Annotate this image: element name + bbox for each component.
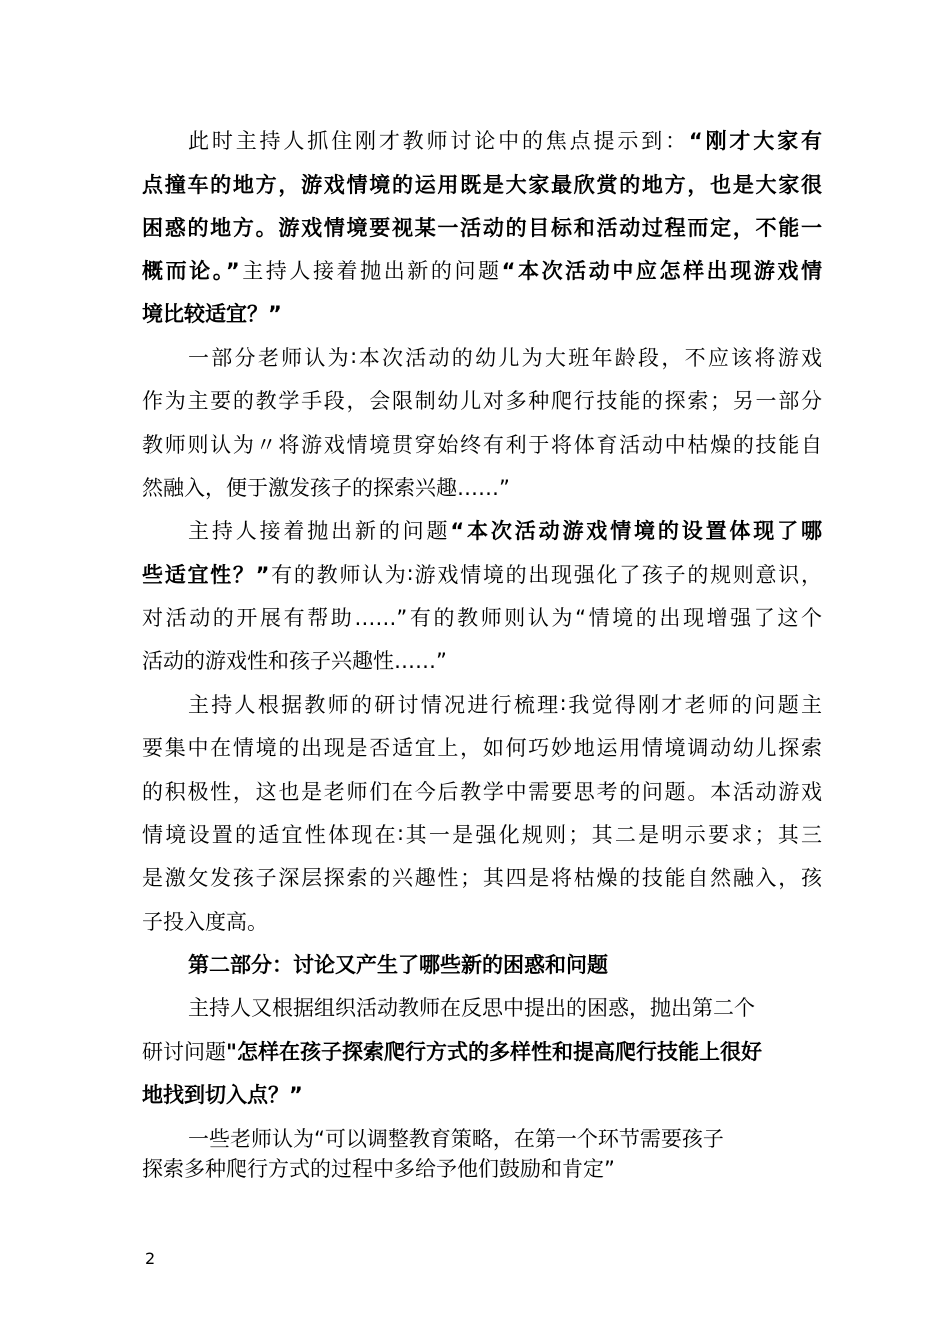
text-line	[142, 1074, 822, 1117]
text-run: 作为主要的教学手段，会限制幼儿对多种爬行技能的探索；另一部分	[142, 389, 822, 413]
text-line	[188, 120, 822, 163]
text-run-bold: 点撞车的地方，游戏情境的运用既是大家最欣赏的地方，也是大家很	[142, 173, 822, 197]
text-line	[142, 1148, 822, 1191]
text-run-bold: 境比较适宜？”	[142, 302, 282, 326]
text-line	[142, 857, 822, 900]
text-line	[188, 337, 822, 380]
text-line	[142, 727, 822, 770]
text-run: 主持人接着抛出新的问题	[239, 259, 502, 283]
text-run: 情境设置的适宜性体现在∶其一是强化规则；其二是明示要求；其三	[142, 823, 822, 847]
text-run-bold: 概而论。”	[142, 259, 240, 283]
text-run: 对活动的开展有帮助……”有的教师则认为“情境的出现增强了这个	[142, 606, 822, 630]
text-run-bold: “本次活动游戏情境的设置体现了哪	[450, 519, 822, 543]
text-line	[142, 380, 822, 423]
text-run: 此时主持人抓住刚才教师讨论中的焦点提示到：	[188, 129, 689, 153]
text-run: 一些老师认为“可以调整教育策略，在第一个环节需要孩子	[188, 1127, 724, 1151]
text-run: 研讨问题	[142, 1040, 226, 1064]
text-line	[142, 1031, 802, 1074]
text-run: 然融入，便于激发孩子的探索兴趣……”	[142, 476, 510, 500]
text-run: 子投入度高。	[142, 910, 268, 934]
text-run: 活动的游戏性和孩子兴趣性……”	[142, 649, 447, 673]
text-run: 一部分老师认为∶本次活动的幼儿为大班年龄段，不应该将游戏	[188, 346, 822, 370]
text-run: 有的教师认为∶游戏情境的出现强化了孩子的规则意识，	[269, 563, 822, 587]
text-line	[142, 597, 822, 640]
text-line	[142, 467, 822, 510]
text-line	[142, 207, 822, 250]
text-line	[188, 684, 822, 727]
text-run: 的积极性，这也是老师们在今后教学中需要思考的问题。本活动游戏	[142, 780, 822, 804]
text-run: 教师则认为〃将游戏情境贯穿始终有利于将体育活动中枯燥的技能自	[142, 433, 822, 457]
text-line	[188, 510, 822, 553]
text-run-bold: "怎样在孩子探索爬行方式的多样性和提高爬行技能上很好	[226, 1040, 762, 1064]
text-run-bold: 困惑的地方。游戏情境要视某一活动的目标和活动过程而定，不能一	[142, 216, 822, 240]
text-line	[142, 554, 822, 597]
text-line	[142, 250, 822, 293]
text-run: 要集中在情境的出现是否适宜上，如何巧妙地运用情境调动幼儿探索	[142, 736, 822, 760]
text-run-bold: “刚才大家有	[688, 129, 822, 153]
section-heading	[188, 944, 822, 987]
text-line	[142, 640, 822, 683]
text-run: 主持人又根据组织活动教师在反思中提出的困惑，抛出第二个	[188, 996, 755, 1020]
text-run: 主持人接着抛出新的问题	[188, 519, 451, 543]
text-run: 主持人根据教师的研讨情况进行梳理∶我觉得刚才老师的问题主	[188, 693, 822, 717]
text-line	[142, 424, 822, 467]
text-run-bold: “本次活动中应怎样出现游戏情	[501, 259, 822, 283]
page-number: 2	[145, 1249, 156, 1268]
text-line	[142, 293, 822, 336]
text-run: 是激攵发孩子深层探索的兴趣性；其四是将枯燥的技能自然融入，孩	[142, 866, 822, 890]
text-line	[142, 901, 822, 944]
text-line	[142, 814, 822, 857]
text-run-bold: 地找到切入点？”	[142, 1083, 303, 1107]
text-line	[188, 987, 822, 1030]
text-line	[142, 164, 822, 207]
text-run-bold: 些适宜性？”	[142, 563, 270, 587]
text-run: 探索多种爬行方式的过程中多给予他们鼓励和肯定”	[142, 1157, 615, 1181]
text-line	[142, 771, 822, 814]
text-run-bold: 第二部分：讨论又产生了哪些新的困惑和问题	[188, 953, 608, 977]
